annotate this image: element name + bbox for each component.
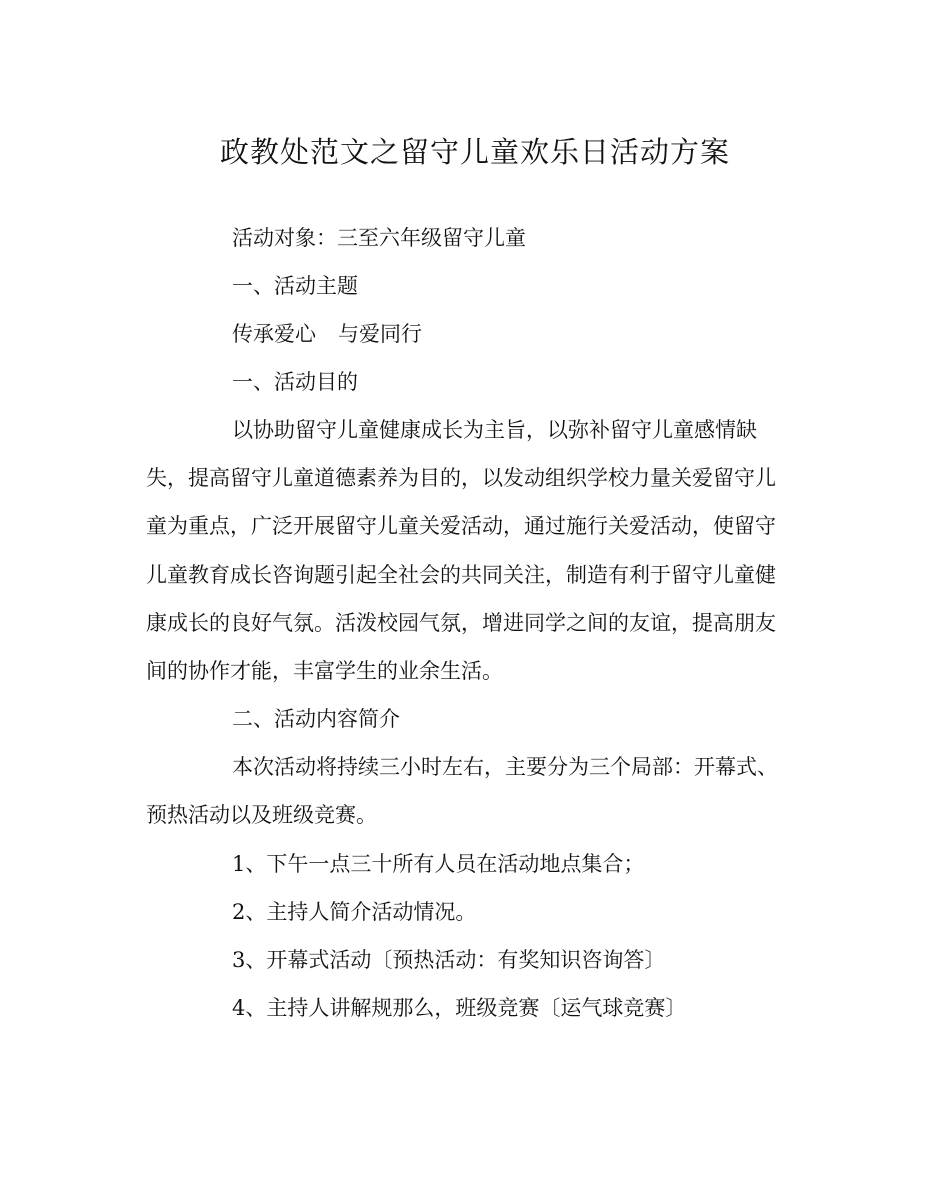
step-item-3: 3、开幕式活动〔预热活动：有奖知识咨询答〕 (232, 948, 666, 972)
content-paragraph-line: 预热活动以及班级竞赛。 (146, 803, 377, 827)
theme-part-2: 与爱同行 (338, 322, 422, 346)
purpose-paragraph-line: 童为重点，广泛开展留守儿童关爱活动，通过施行关爱活动，使留守 (146, 514, 776, 538)
content-paragraph-line: 本次活动将持续三小时左右，主要分为三个局部：开幕式、 (232, 755, 778, 779)
step-item-2: 2、主持人简介活动情况。 (232, 900, 477, 924)
activity-target-line: 活动对象：三至六年级留守儿童 (232, 226, 526, 250)
step-item-1: 1、下午一点三十所有人员在活动地点集合； (232, 852, 645, 876)
purpose-paragraph-line: 康成长的良好气氛。活泼校园气氛，增进同学之间的友谊，提高朋友 (146, 611, 776, 635)
content-heading: 二、活动内容简介 (232, 707, 400, 731)
step-item-4: 4、主持人讲解规那么，班级竞赛〔运气球竞赛〕 (232, 996, 687, 1020)
purpose-paragraph-line: 失，提高留守儿童道德素养为目的，以发动组织学校力量关爱留守儿 (146, 466, 776, 490)
purpose-paragraph-line: 儿童教育成长咨询题引起全社会的共同关注，制造有利于留守儿童健 (146, 563, 776, 587)
theme-heading: 一、活动主题 (232, 274, 358, 298)
purpose-heading: 一、活动目的 (232, 370, 358, 394)
theme-line (232, 319, 892, 349)
purpose-paragraph-line: 间的协作才能，丰富学生的业余生活。 (146, 659, 503, 683)
document-title: 政教处范文之留守儿童欢乐日活动方案 (219, 135, 730, 169)
theme-part-1: 传承爱心 (232, 322, 316, 346)
purpose-paragraph-line: 以协助留守儿童健康成长为主旨，以弥补留守儿童感情缺 (232, 418, 757, 442)
